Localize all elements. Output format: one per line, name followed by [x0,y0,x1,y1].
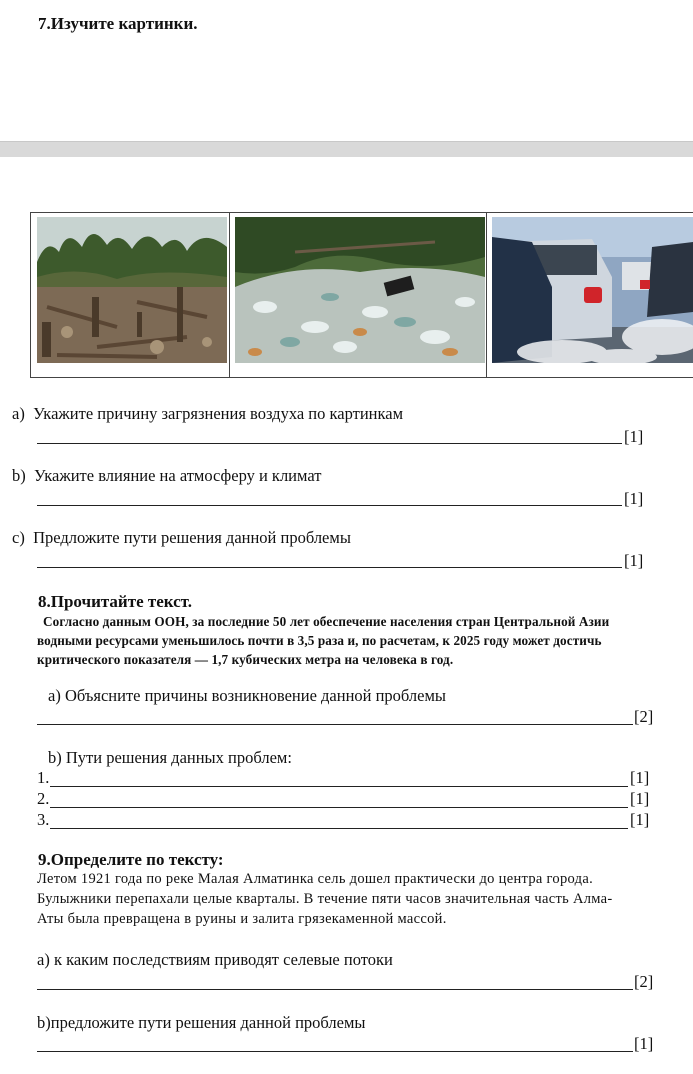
answer-number-2: 2. [37,789,50,808]
image-divider [229,213,230,377]
score-7a: [1] [624,427,644,446]
score-9b: [1] [634,1034,654,1053]
question-9-text-line-2: Булыжники перепахали целые кварталы. В течение пяти часов значительная часть Алма- [37,891,613,907]
answer-line-8b-3[interactable] [50,828,628,829]
question-8-text-line-2: водными ресурсами уменьшилось почти в 3,5 раза и, по расчетам, к 2025 году может достичь [37,633,602,648]
separator-band [0,141,693,157]
score-7b: [1] [624,489,644,508]
score-8b-3: [1] [630,810,650,829]
score-8b-2: [1] [630,789,650,808]
question-8-title: 8.Прочитайте текст. [38,592,193,611]
answer-line-7a[interactable] [37,443,622,444]
score-7c: [1] [624,551,644,570]
question-9b-label: b)предложите пути решения данной проблемы [37,1013,366,1032]
plastic-waste-photo [235,217,485,363]
answer-number-1: 1. [37,768,50,787]
question-9-title: 9.Определите по тексту: [38,850,224,869]
question-8-text-line-1: Согласно данным ООН, за последние 50 лет обеспечение населения стран Центральной Азии [43,614,610,629]
answer-number-3: 3. [37,810,50,829]
score-8b-1: [1] [630,768,650,787]
question-9-text-line-3: Аты была превращена в руины и залита грязекаменной массой. [37,911,447,927]
question-8a-label: a) Объясните причины возникновение данной проблемы [48,686,446,705]
image-divider [486,213,487,377]
answer-line-8b-2[interactable] [50,807,628,808]
question-9-text-line-1: Летом 1921 года по реке Малая Алматинка сель дошел практически до центра города. [37,871,593,887]
score-9a: [2] [634,972,654,991]
score-8a: [2] [634,707,654,726]
question-7c-label: c) Предложите пути решения данной проблемы [12,528,351,547]
question-9a-label: a) к каким последствиям приводят селевые потоки [37,950,393,969]
deforestation-photo [37,217,227,363]
question-7a-label: a) Укажите причину загрязнения воздуха по картинкам [12,404,404,423]
traffic-exhaust-photo [492,217,693,363]
question-8-text-line-3: критического показателя — 1,7 кубических метра на человека в год. [37,652,454,667]
answer-line-9b[interactable] [37,1051,633,1052]
answer-line-9a[interactable] [37,989,633,990]
answer-line-8b-1[interactable] [50,786,628,787]
question-7-title: 7.Изучите картинки. [38,14,198,33]
answer-line-8a[interactable] [37,724,633,725]
question-7b-label: b) Укажите влияние на атмосферу и климат [12,466,322,485]
image-row [30,212,693,378]
question-8b-label: b) Пути решения данных проблем: [48,748,292,767]
answer-line-7b[interactable] [37,505,622,506]
answer-line-7c[interactable] [37,567,622,568]
